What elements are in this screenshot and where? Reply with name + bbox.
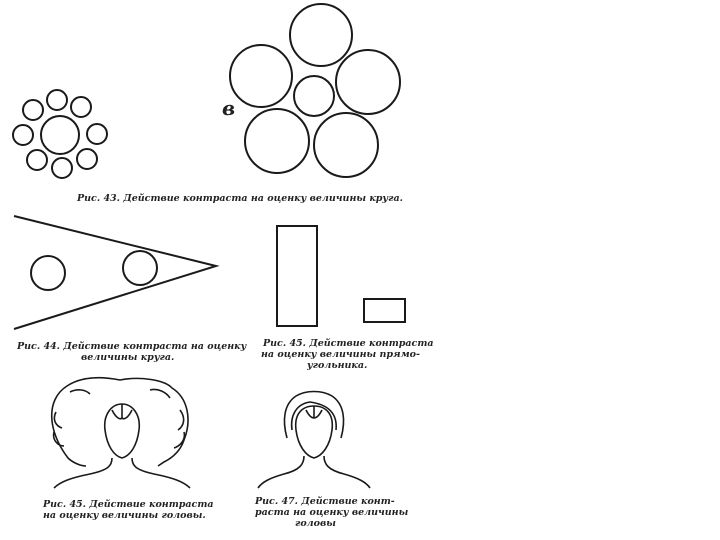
surround-circle xyxy=(87,124,107,144)
surround-circle xyxy=(71,97,91,117)
tall-rectangle xyxy=(277,226,317,326)
fig46-head-large-hair xyxy=(52,378,190,488)
center-circle xyxy=(41,116,79,154)
surround-circle xyxy=(290,4,352,66)
surround-circle xyxy=(13,125,33,145)
caption-line: Рис. 45. Действие контраста xyxy=(43,499,214,510)
angle-lines xyxy=(14,216,216,329)
surround-circle xyxy=(52,158,72,178)
surround-circle xyxy=(245,109,309,173)
surround-circle xyxy=(314,113,378,177)
surround-circle xyxy=(230,45,292,107)
fig43-letter-label: в xyxy=(222,96,236,120)
caption-line: на оценку величины прямо- xyxy=(261,349,420,360)
surround-circle xyxy=(27,150,47,170)
fig43-small-surround xyxy=(13,90,107,178)
caption-line: Рис. 43. Действие контраста на оценку величины круга. xyxy=(77,193,403,204)
caption-line: раста на оценку величины xyxy=(255,507,409,518)
center-circle xyxy=(294,76,334,116)
caption-line: на оценку величины головы. xyxy=(43,510,206,521)
caption-line: головы xyxy=(295,518,336,529)
small-rectangle xyxy=(364,299,405,322)
neck-shoulders xyxy=(258,456,370,488)
fig47-caption xyxy=(255,496,408,529)
caption-line: Рис. 44. Действие контраста на оценку xyxy=(17,341,247,352)
surround-circle xyxy=(47,90,67,110)
circle-wide-end xyxy=(31,256,65,290)
fig43-caption xyxy=(77,193,403,204)
hair-part xyxy=(306,406,322,418)
circle-narrow-end xyxy=(123,251,157,285)
fig45-rectangles xyxy=(277,226,405,326)
caption-line: Рис. 45. Действие контраста xyxy=(263,338,434,349)
surround-circle xyxy=(77,149,97,169)
fig45-rect-caption xyxy=(261,338,434,371)
fig44-angle xyxy=(14,216,216,329)
surround-circle xyxy=(23,100,43,120)
caption-line: угольника. xyxy=(307,360,368,371)
fig44-caption xyxy=(17,341,246,363)
fig45-head-caption xyxy=(43,499,214,521)
caption-line: величины круга. xyxy=(81,352,175,363)
surround-circle xyxy=(336,50,400,114)
fig47-head-small-hair xyxy=(258,392,370,489)
fig43-large-surround xyxy=(230,4,400,177)
caption-line: Рис. 47. Действие конт- xyxy=(255,496,395,507)
